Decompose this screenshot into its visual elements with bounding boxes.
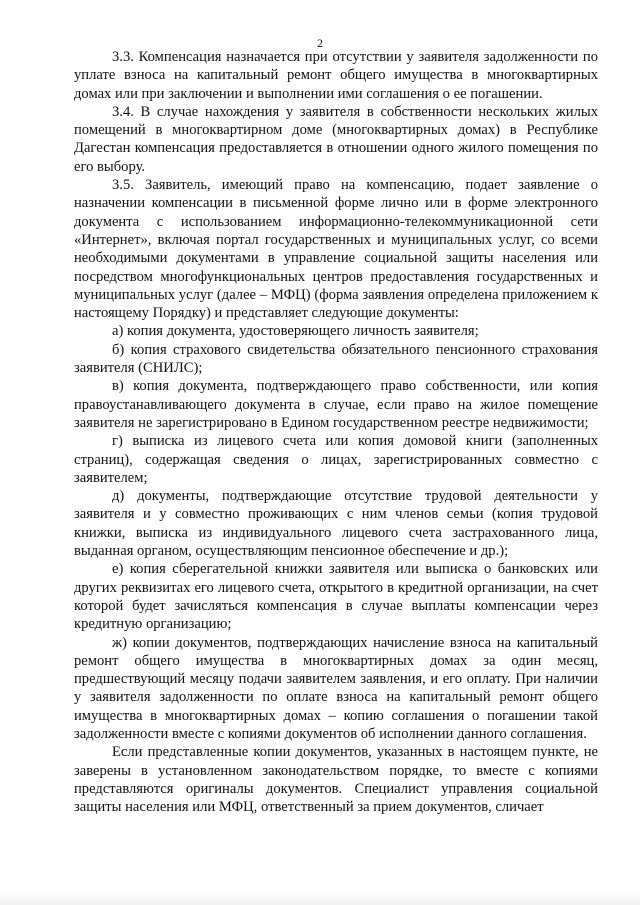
paragraph-3-5: 3.5. Заявитель, имеющий право на компенсацию, подает заявление о назначении компенсации в письменной форме лично или в форме электронного документа с использованием информационно-телекоммуникационной сети «Интернет», включая портал государственных и муниципальных услуг, со всеми необходимыми документами в управление социальной защиты населения или посредством многофункциональных центров предоставления государственных и муниципальных услуг (далее – МФЦ) (форма заявления определена приложением к настоящему Порядку) и представляет следующие документы: [74, 177, 598, 322]
list-item-e: е) копия сберегательной книжки заявителя или выписка о банковских или других реквизитах его лицевого счета, открытого в кредитной организации, на счет которой будет зачисляться компенсация в случае выплаты компенсации через кредитную организацию; [74, 561, 598, 633]
paragraph-3-3: 3.3. Компенсация назначается при отсутствии у заявителя задолженности по уплате взноса на капитальный ремонт общего имущества в многоквартирных домах или при заключении и выполнении ими соглашения о ее погашении. [74, 49, 598, 102]
page-number: 2 [317, 36, 323, 50]
scan-edge [0, 891, 640, 905]
list-item-b: б) копия страхового свидетельства обязательного пенсионного страхования заявителя (СНИЛС); [74, 341, 598, 377]
list-item-v: в) копия документа, подтверждающего право собственности, или копия правоустанавливающего документа в случае, если право на жилое помещение заявителя не зарегистрировано в Едином государственном реестре недвижимости; [74, 378, 598, 431]
list-item-zh: ж) копии документов, подтверждающих начисление взноса на капитальный ремонт общего имущества в многоквартирных домах за один месяц, предшествующий месяцу подачи заявителем заявления, и его оплату. При наличии у заявителя задолженности по оплате взноса на капитальный ремонт общего имущества в многоквартирных домах – копию соглашения о погашении такой задолженности вместе с копиями документов об исполнении данного соглашения. [74, 634, 598, 742]
list-item-g: г) выписка из лицевого счета или копия домовой книги (заполненных страниц), содержащая сведения о лицах, зарегистрированных совместно с заявителем; [74, 433, 598, 486]
paragraph-copies-note: Если представленные копии документов, указанных в настоящем пункте, не заверены в установленном законодательством порядке, то вместе с копиями представляются оригиналы документов. Специалист управления социальной защиты населения или МФЦ, ответственный за прием документов, сличает [74, 744, 598, 816]
list-item-d: д) документы, подтверждающие отсутствие трудовой деятельности у заявителя и у совместно проживающих с ним членов семьи (копия трудовой книжки, выписка из индивидуального лицевого счета застрахованного лица, выданная органом, осуществляющим пенсионное обеспечение и др.); [74, 488, 598, 560]
list-item-a: а) копия документа, удостоверяющего личность заявителя; [112, 323, 479, 340]
paragraph-3-4: 3.4. В случае нахождения у заявителя в собственности нескольких жилых помещений в многоквартирном доме (многоквартирных домах) в Республике Дагестан компенсация предоставляется в отношении одного жилого помещения по его выбору. [74, 103, 598, 175]
document-body [74, 48, 598, 816]
